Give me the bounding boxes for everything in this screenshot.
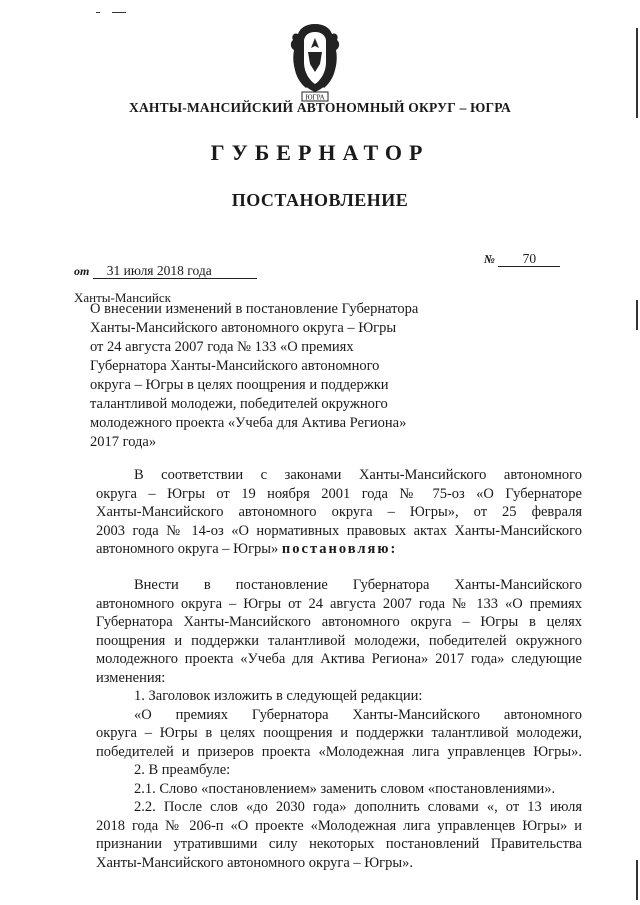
scan-mark xyxy=(112,12,126,13)
title-line: молодежного проекта «Учеба для Актива Региона» xyxy=(90,415,407,431)
preamble-line: 2003 года № 14-оз «О нормативных правовых актах Ханты-Мансийского xyxy=(96,522,582,539)
title-line: Губернатора Ханты-Мансийского автономного xyxy=(90,358,380,374)
body-line: 2.1. Слово «постановлением» заменить словом «постановлениями». xyxy=(134,780,556,797)
decree-type-heading: ПОСТАНОВЛЕНИЕ xyxy=(231,190,409,210)
scan-edge-mark xyxy=(636,300,638,330)
body-line: 2.2. После слов «до 2030 года» дополнить словами «, от 13 июля xyxy=(134,799,582,815)
body-line: Ханты-Мансийского автономного округа – Югры». xyxy=(96,854,413,871)
decree-word-colon: : xyxy=(390,541,396,557)
decree-date: 31 июля 2018 года xyxy=(93,264,257,279)
decree-date-line xyxy=(74,263,257,279)
body-line: 1. Заголовок изложить в следующей редакции: xyxy=(134,688,423,704)
scan-edge-mark xyxy=(636,860,638,900)
body-line: автономного округа – Югры от 24 августа 2007 года № 133 «О премиях xyxy=(96,595,582,612)
date-prefix: от xyxy=(74,264,90,278)
region-name: ХАНТЫ-МАНСИЙСКИЙ АВТОНОМНЫЙ ОКРУГ – ЮГРА xyxy=(129,100,511,115)
decree-word: постановляю xyxy=(281,541,391,557)
title-line: округа – Югры в целях поощрения и поддержки xyxy=(90,377,389,393)
preamble-line: автономного округа – Югры» xyxy=(96,541,279,557)
body-line: округа – Югры в целях поощрения и поддержки талантливой молодежи, xyxy=(96,725,582,741)
body-line: 2. В преамбуле: xyxy=(134,762,231,778)
title-line: Ханты-Мансийского автономного округа – Югры xyxy=(90,320,397,336)
decree-title xyxy=(90,300,450,452)
coat-of-arms-icon xyxy=(286,20,344,106)
body-line: 2018 года № 206-п «О проекте «Молодежная лига управленцев Югры» и xyxy=(96,817,582,834)
preamble-line: В соответствии с законами Ханты-Мансийского автономного xyxy=(134,467,582,483)
city-name: Ханты-Мансийск xyxy=(74,290,171,305)
title-line: 2017 года» xyxy=(90,434,157,450)
title-line: О внесении изменений в постановление Губернатора xyxy=(90,301,419,317)
svg-text:ЮГРА: ЮГРА xyxy=(305,93,325,102)
preamble-paragraph xyxy=(96,466,582,559)
body-line: «О премиях Губернатора Ханты-Мансийского автономного xyxy=(134,706,582,723)
governor-heading: ГУБЕРНАТОР xyxy=(210,140,430,165)
body-line: Внести в постановление Губернатора Ханты-Мансийского xyxy=(134,577,582,593)
title-line: от 24 августа 2007 года № 133 «О премиях xyxy=(90,339,354,355)
decree-number: 70 xyxy=(498,252,560,267)
body-line: поощрения и поддержки талантливой молодежи, победителей окружного xyxy=(96,632,582,649)
body-line: победителей и призеров проекта «Молодежная лига управленцев Югры». xyxy=(96,743,582,760)
preamble-last-line xyxy=(96,540,582,559)
preamble-line: Ханты-Мансийского автономного округа – Югры», от 25 февраля xyxy=(96,504,582,520)
body-line: молодежного проекта «Учеба для Актива Региона» 2017 года» следующие xyxy=(96,651,582,667)
body-line: признании утратившими силу некоторых постановлений Правительства xyxy=(96,836,582,852)
title-line: талантливой молодежи, победителей окружного xyxy=(90,396,388,412)
decree-number-line xyxy=(484,251,560,267)
number-prefix: № xyxy=(484,252,495,266)
decree-body xyxy=(96,576,582,872)
scan-mark xyxy=(96,12,100,13)
body-line: Губернатора Ханты-Мансийского автономного округа – Югры в целях xyxy=(96,614,582,630)
body-line: изменения: xyxy=(96,669,166,686)
preamble-line: округа – Югры от 19 ноября 2001 года № 75-оз «О Губернаторе xyxy=(96,485,582,502)
